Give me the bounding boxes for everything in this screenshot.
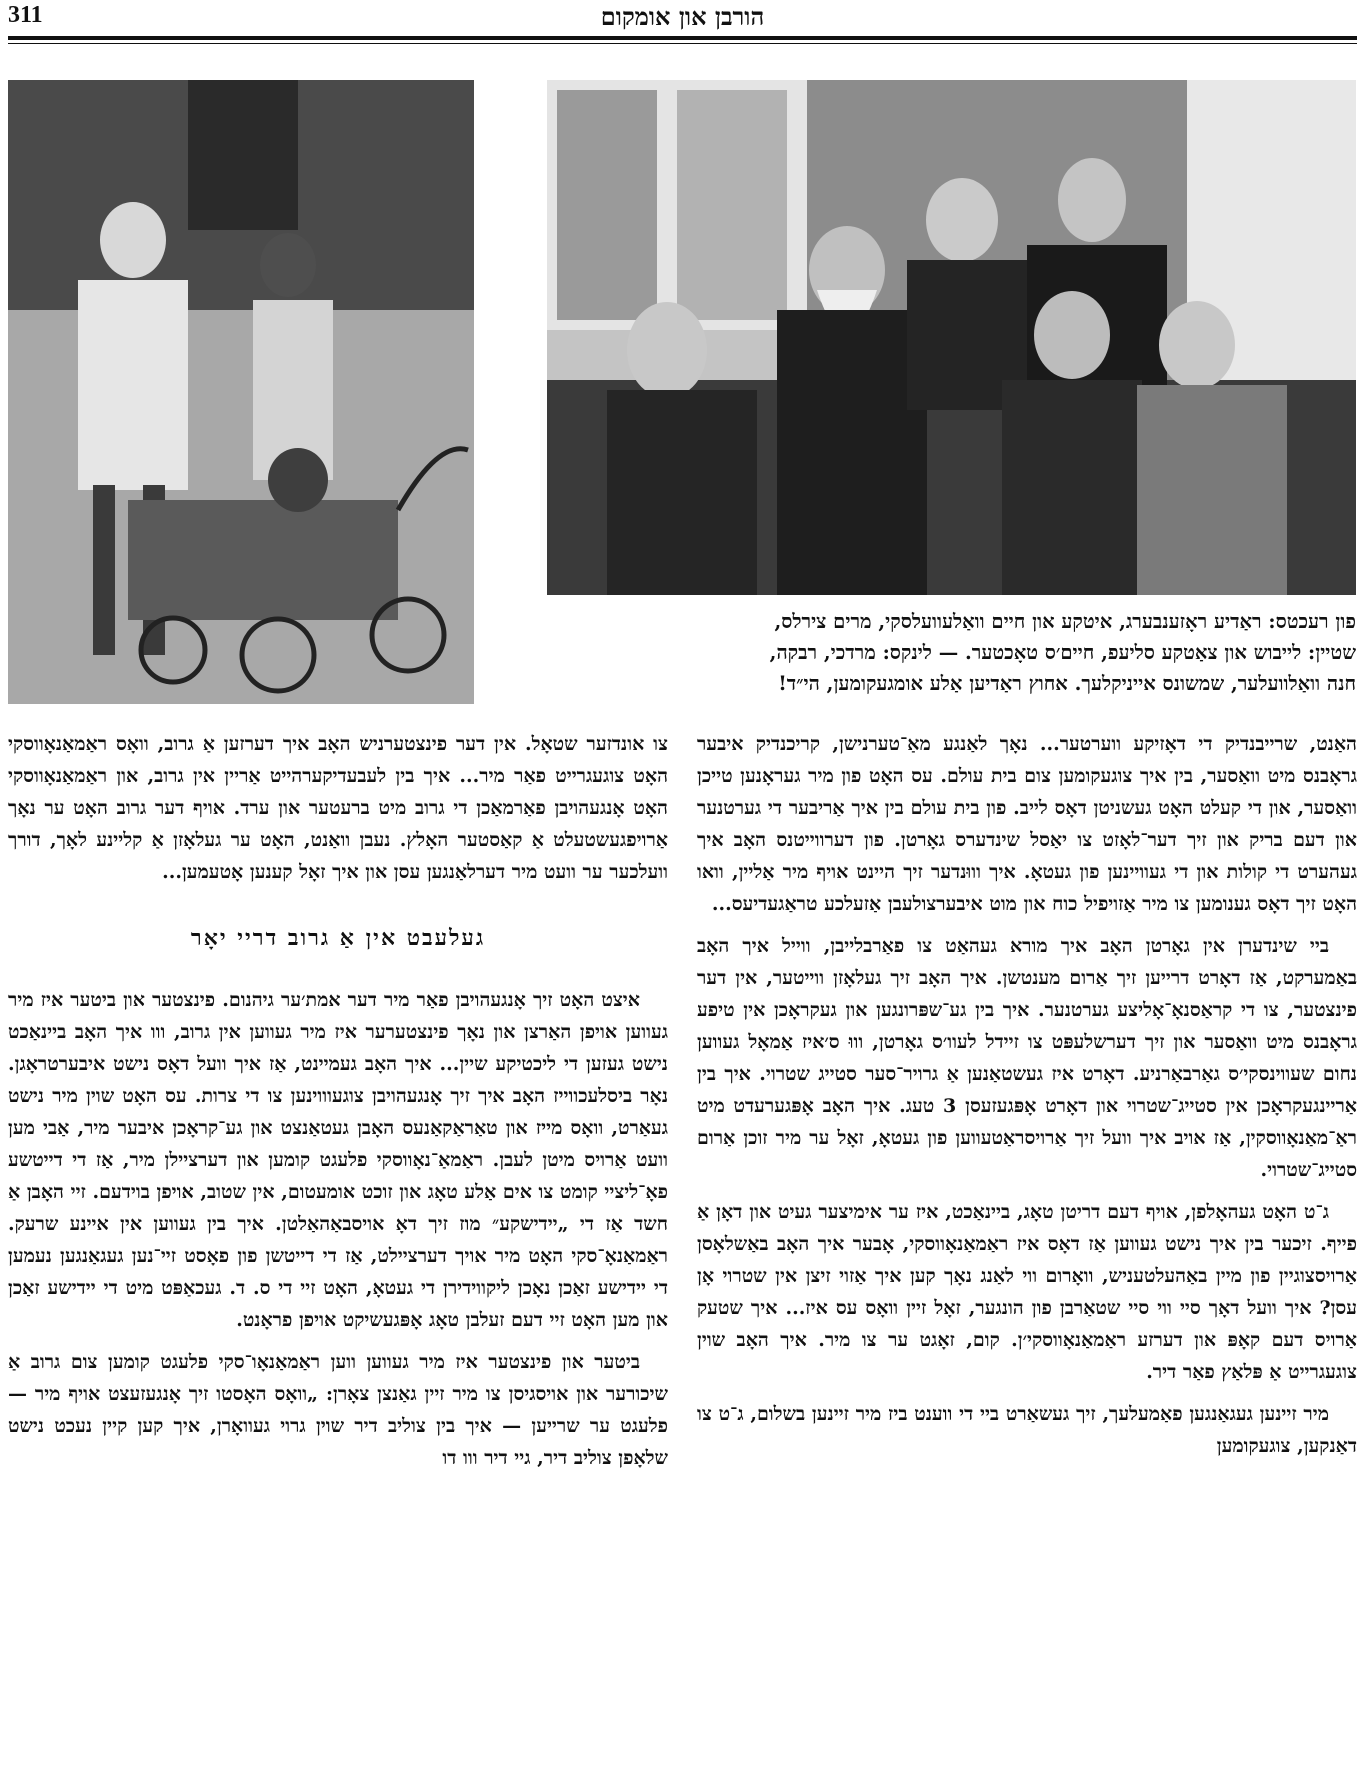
caption-line: פון רעכטס: ראַדיע ראָזענבערג, איטקע און חיים וואַלעוועלסקי, מרים צירלס,	[774, 610, 1356, 633]
paragraph: מיר זיינען געגאַנגען פאַמעלעך, זיך געשאַרט ביי די ווענט ביז מיר זיינען בשלום, ג־ט צו דאַנקען, צוגעקומען	[697, 1403, 1357, 1457]
running-title: הורבן און אומקום	[600, 2, 765, 31]
paragraph: צו אונדזער שטאָל. אין דער פינצטערניש האָב איך דערזען אַ גרוב, וואָס ראַמאַנאָווסקי האָט צוגעגרייט פאַר מיר... איך בין לעבעדיקערהייט אַריין אין גרוב, און ראַמאַנאָווסקי האָט אָנגעהויבן פאַרמאַכן די גרוב מיט ברעטער און ערד. אויף דער גרוב האָט ער נאָך אַרויפגעשטעלט אַ קאַסטער האָלץ. נעבן וואַנט, האָט ער געלאָזן אַ קליינע לאָך, דורך וועלכער ער וועט מיר דערלאַנגען עסן און איך זאָל קענען אָטעמען...	[8, 733, 668, 883]
paragraph: ביי שינדערן אין גאָרטן האָב איך מורא געהאַט צו פאַרבלייבן, ווייל איך האָב באַמערקט, אַז דאָרט דרייען זיך אַרום מענטשן. איך האָב זיך געלאָזן ווייטער, אין דער פינצטער, צו די קראַסנאָ־אָליצע גערטנער. איך בין גע־שפּרונגען און געקראָכן אין טיפע גראָבנס מיט וואַסער און זיך דערשלעפּט צו זיידל לעוו׳ס גאָרטן, וווּ ס׳איז אַמאָל געווען נחום שעווינסקי׳ס גאַרבאַרניע. דאָרט איז געשטאַנען אַ גרויר־סער סטייג שטרוי. איך בין אַריינגעקראָכן אין סטייג־שטרוי און דאָרט אָפּגעזעסן 3 טעג. איך האָב אָפּגערעדט מיט ראַ־מאַנאָווסקין, אַז אויב איך וועל זיך אַרויסראַטעווען פון געטאָ, זאָל ער מיר זוכן אַרום סטייג־שטרוי.	[697, 935, 1358, 1181]
page-number: 311	[8, 2, 43, 28]
header-rule-thick	[8, 36, 1357, 40]
photo-children-with-pram	[8, 80, 474, 704]
section-heading: געלעבט אין אַ גרוב דריי יאָר	[190, 925, 486, 951]
header-rule-thin	[8, 43, 1357, 44]
paragraph: האַנט, שרייבנדיק די דאָזיקע ווערטער... נאָך לאַנגע מאַ־טערנישן, קריכנדיק איבער גראָבנס מיט וואַסער, בין איך צוגעקומען צום בית עולם. עס האָט פון מיר געראָנען טייכן וואַסער, און די קעלט האָט געשניטן דאָס לייב. פון בית עולם בין איך אַריבער די גערטנער און דעם בריק און זיך דער־לאָזט צו יאַסל שינדערס גאָרטן. פון דערווייטנס האָב איך געהערט די קולות און די געוויינען פון געטאָ. איך וווּנדער זיך היינט אויף מיר אַליין, וואו האָט זיך דאָס גענומען צו מיר אַזויפיל כוח און מוט איבערצולעבן אַזעלכע טראַגעדיעס...	[697, 733, 1357, 915]
paragraph: ג־ט האָט געהאָלפן, אויף דעם דריטן טאָג, ביינאַכט, איז ער אימיצער געיט און דאָן אַ פייף. זיכער בין איך נישט געווען אַז דאָס איז ראַמאַנאָווסקי, אָבער איך האָב באַשלאָסן אַרויסצוגיין פון מיין באַהעלטעניש, וואָרום ווי לאַנג נאָך קען איך אַזוי זיצן אין שטרוי אָן עסן? איך וועל דאָך סיי ווי סיי שטאַרבן פון הונגער, זאָל זיין וואָס עס איז... איך שטעק אַרויס דעם קאָפּ און דערזע ראַמאַנאָווסקי׳ן. קום, זאָגט ער צו מיר. איך האָב שוין צוגעגרייט אַ פּלאַץ פאַר דיר.	[697, 1201, 1357, 1383]
text-column-right	[697, 728, 1357, 1472]
text-column-left	[8, 728, 668, 1484]
paragraph: ביטער און פינצטער איז מיר געווען ווען ראַמאַנאָו־סקי פלעגט קומען צום גרוב אַ שיכורער און אויסגיסן צו מיר זיין גאַנצן צאָרן: „וואָס האָסטו זיך אָנגעזעצט אויף מיר — פלעגט ער שרייען — איך בין צוליב דיר שוין גרוי געוואָרן, איך קען קיין נעכט נישט שלאָפן צוליב דיר, גיי דיר ווו דו	[8, 1351, 668, 1469]
photo-family-group	[547, 80, 1356, 595]
caption-line: חנה וואַלוועלער, שמשונס אייניקלעך. אחוץ ראַדיען אַלע אומגעקומען, הי״ד!	[778, 672, 1356, 695]
caption-line: שטיין: לייבוש און צאַטקע סליעפ, חיים׳ס טאָכטער. — לינקס: מרדכי, רבקה,	[769, 641, 1356, 664]
paragraph: איצט האָט זיך אָנגעהויבן פאַר מיר דער אמת׳ער גיהנום. פינצטער און ביטער איז מיר געווען אויפן האַרצן און נאָך פינצטערער איז מיר געווען אין גרוב, ווו איך האָב ביינאַכט נישט געזען די ליכטיקע שיין... איך האָב געמיינט, אַז איך וועל דאָס נישט איבערטראָגן. נאָר ביסלעכווייז האָב איך זיך אָנגעהויבן צוגעוווינען צו די צרות. עס האָט שוין מיר נישט געאַרט, וואָס מייז און טאַראַקאַנעס האָבן געטאַנצט און גע־קראָכן איבער מיר, אַבי מען וועט אַרויס מיטן לעבן. ראַמאַ־נאָווסקי פלעגט קומען און דערציילן מיר, אַז די דייטשע פאָ־ליציי קומט צו אים אַלע טאָג און זוכט אומעטום, אין שטוב, אויפן בוידעם. זיי האָבן אַ חשד אַז די „יידישקע״ מוז זיך דאָ אויסבאַהאַלטן. איך בין געווען אין איינע שרעק. ראַמאַנאָ־סקי האָט מיר אויך דערציילט, אַז די דייטשן פון פאָסט זיי־נען געגאַנגען נעמען די יידישע זאַכן נאָכן ליקווידירן די געטאָ, האָט זיי די ס. ד. געכאַפּט מיט די יידישע זאַכן און מען האָט זיי דעם זעלבן טאָג אָפּגעשיקט אויפן פראָנט.	[8, 989, 668, 1331]
photo-caption	[547, 606, 1356, 699]
